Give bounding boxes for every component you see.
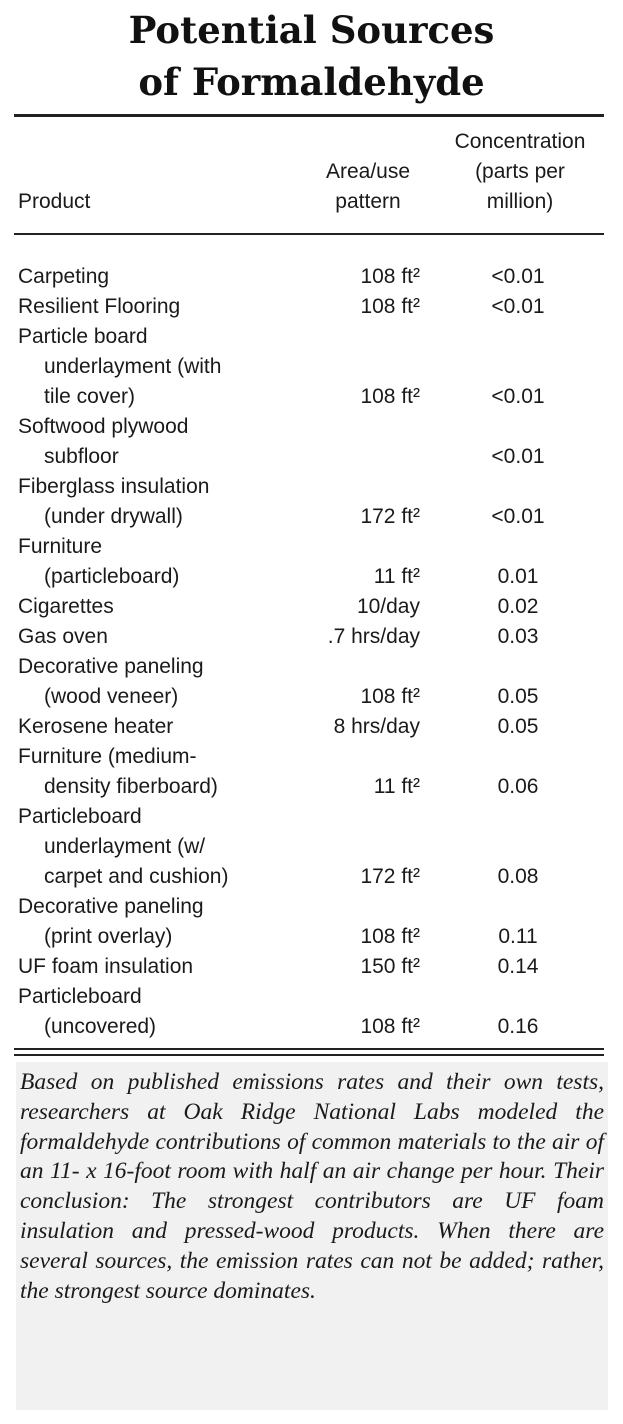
table-row: [18, 652, 598, 712]
concentration-cell: [428, 592, 598, 622]
area-value: 108 ft²: [360, 925, 420, 948]
area-value: 11 ft²: [373, 565, 420, 588]
area-value: 108 ft²: [360, 385, 420, 408]
area-value: 172 ft²: [360, 505, 420, 528]
concentration-value: <0.01: [491, 505, 545, 528]
concentration-cell: [428, 322, 598, 412]
area-value: 10/day: [356, 595, 420, 618]
area-cell: [298, 622, 428, 652]
area-cell: [298, 322, 428, 412]
concentration-cell: [428, 802, 598, 892]
header-area-line: pattern: [335, 190, 401, 213]
table-row: [18, 292, 598, 322]
product-name-line: Furniture (medium-: [18, 745, 197, 768]
concentration-value: <0.01: [491, 445, 545, 468]
area-cell: [298, 592, 428, 622]
product-name-line: (print overlay): [44, 925, 173, 948]
concentration-value: 0.14: [497, 955, 539, 978]
product-name-line: tile cover): [44, 385, 136, 408]
product-name-line: Gas oven: [18, 625, 108, 648]
header-product: Product: [18, 190, 91, 213]
table-row: [18, 412, 598, 472]
product-name-line: (wood veneer): [44, 685, 179, 708]
area-cell: [298, 952, 428, 982]
table-row: [18, 622, 598, 652]
area-value: 11 ft²: [373, 775, 420, 798]
caption-box: [16, 1062, 608, 1410]
product-cell: [18, 622, 298, 652]
product-cell: [18, 262, 298, 292]
product-name-line: underlayment (with: [44, 355, 222, 378]
product-cell: [18, 892, 298, 952]
concentration-value: 0.06: [497, 775, 539, 798]
product-cell: [18, 742, 298, 802]
area-value: [298, 442, 420, 472]
product-cell: [18, 532, 298, 592]
bottom-rule-1: [14, 1048, 604, 1050]
area-value: 108 ft²: [360, 265, 420, 288]
area-cell: [298, 412, 428, 472]
product-cell: [18, 982, 298, 1042]
area-cell: [298, 802, 428, 892]
product-name-line: Particle board: [18, 325, 148, 348]
product-name-line: Kerosene heater: [18, 715, 174, 738]
concentration-cell: [428, 742, 598, 802]
area-value: 8 hrs/day: [333, 715, 420, 738]
product-name-line: Fiberglass insulation: [18, 475, 210, 498]
product-name-line: (particleboard): [44, 565, 180, 588]
product-cell: [18, 712, 298, 742]
product-name-line: UF foam insulation: [18, 955, 194, 978]
title-line-1: Potential Sources: [128, 8, 495, 52]
table-row: [18, 712, 598, 742]
concentration-value: <0.01: [491, 385, 545, 408]
area-cell: [298, 742, 428, 802]
header-concentration-line: million): [486, 190, 554, 213]
bottom-rule-2: [14, 1054, 604, 1056]
concentration-value: <0.01: [491, 295, 545, 318]
top-rule: [14, 114, 604, 117]
product-name-line: Particleboard: [18, 985, 142, 1008]
header-concentration-line: Concentration: [454, 130, 586, 153]
table-row: [18, 472, 598, 532]
area-value: 108 ft²: [360, 685, 420, 708]
header-rule: [14, 233, 604, 235]
concentration-cell: [428, 652, 598, 712]
area-cell: [298, 652, 428, 712]
area-value: 108 ft²: [360, 1015, 420, 1038]
area-value: 150 ft²: [360, 955, 420, 978]
area-value: .7 hrs/day: [327, 625, 420, 648]
product-cell: [18, 952, 298, 982]
table-row: [18, 892, 598, 952]
concentration-value: 0.05: [497, 685, 539, 708]
area-cell: [298, 712, 428, 742]
product-cell: [18, 292, 298, 322]
product-name-line: Decorative paneling: [18, 655, 204, 678]
product-name-line: Resilient Flooring: [18, 295, 181, 318]
table-row: [18, 532, 598, 592]
product-cell: [18, 592, 298, 622]
concentration-cell: [428, 262, 598, 292]
table-row: [18, 592, 598, 622]
product-name-line: density fiberboard): [44, 775, 218, 798]
concentration-cell: [428, 712, 598, 742]
table-row: [18, 802, 598, 892]
concentration-cell: [428, 952, 598, 982]
product-name-line: (uncovered): [44, 1015, 157, 1038]
concentration-cell: [428, 892, 598, 952]
area-cell: [298, 982, 428, 1042]
concentration-cell: [428, 982, 598, 1042]
product-name-line: (under drywall): [44, 505, 183, 528]
product-cell: [18, 472, 298, 532]
product-name-line: Decorative paneling: [18, 895, 204, 918]
data-table: [18, 262, 598, 1042]
concentration-value: 0.11: [498, 925, 538, 948]
concentration-cell: [428, 412, 598, 472]
product-cell: [18, 802, 298, 892]
header-area: [296, 157, 440, 217]
concentration-value: 0.08: [497, 865, 539, 888]
product-name-line: Carpeting: [18, 265, 110, 288]
concentration-cell: [428, 292, 598, 322]
product-name-line: underlayment (w/: [44, 835, 206, 858]
concentration-cell: [428, 532, 598, 592]
page-title: [0, 4, 623, 108]
product-name-line: Cigarettes: [18, 595, 114, 618]
product-name-line: Softwood plywood: [18, 415, 189, 438]
header-concentration-line: (parts per: [475, 160, 565, 183]
concentration-cell: [428, 472, 598, 532]
table-row: [18, 982, 598, 1042]
header-area-line: Area/use: [325, 160, 411, 183]
product-name-line: Particleboard: [18, 805, 142, 828]
concentration-value: 0.03: [497, 625, 539, 648]
product-cell: [18, 322, 298, 412]
area-value: 172 ft²: [360, 865, 420, 888]
product-cell: [18, 652, 298, 712]
table-row: [18, 952, 598, 982]
concentration-value: <0.01: [491, 265, 545, 288]
caption-text: Based on published emissions rates and their own tests, researchers at Oak Ridge National Labs modeled the formaldehyde contributions of common materials to the air of an 11- x 16-foot room with half an air change per hour. Their conclusion: The strongest contributors are UF foam insulation and pressed-wood products. When there are several sources, the emission rates can not be added; rather, the strongest source dominates.: [20, 1069, 604, 1304]
product-name-line: subfloor: [44, 445, 119, 468]
concentration-value: 0.01: [497, 565, 539, 588]
concentration-cell: [428, 622, 598, 652]
area-value: 108 ft²: [360, 295, 420, 318]
concentration-value: 0.16: [497, 1015, 539, 1038]
title-line-2: of Formaldehyde: [138, 60, 485, 104]
area-cell: [298, 472, 428, 532]
header-concentration: [432, 127, 608, 217]
area-cell: [298, 292, 428, 322]
table-row: [18, 742, 598, 802]
area-cell: [298, 532, 428, 592]
area-cell: [298, 262, 428, 292]
concentration-value: 0.02: [497, 595, 539, 618]
product-name-line: Furniture: [18, 535, 103, 558]
area-cell: [298, 892, 428, 952]
concentration-value: 0.05: [497, 715, 539, 738]
table-row: [18, 322, 598, 412]
table-row: [18, 262, 598, 292]
product-name-line: carpet and cushion): [44, 865, 229, 888]
product-cell: [18, 412, 298, 472]
